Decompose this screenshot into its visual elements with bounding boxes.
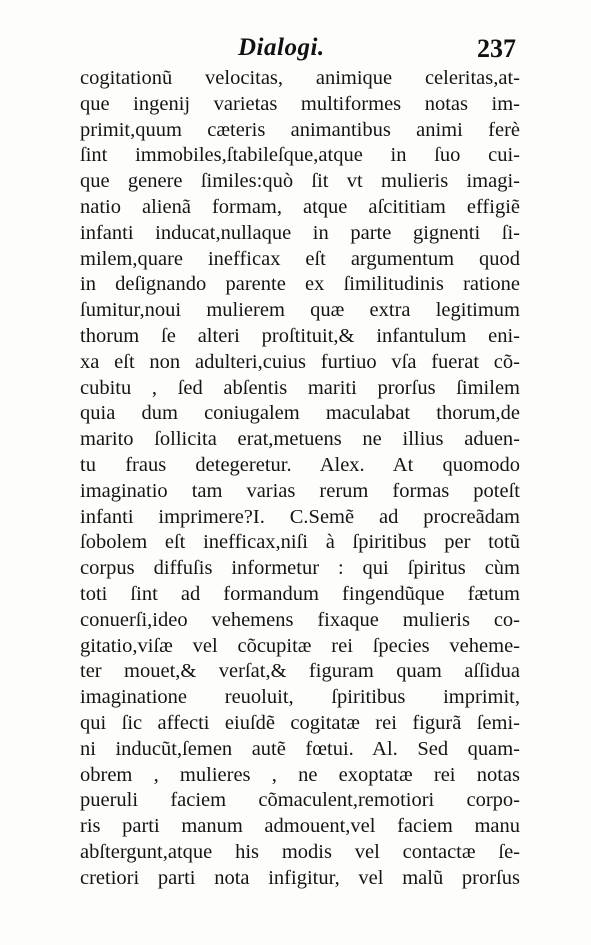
text-line: primit,quum cæteris animantibus animi ferè (80, 118, 520, 141)
text-line: quia dum coniugalem maculabat thorum,de (80, 402, 520, 425)
page-header (80, 34, 520, 66)
text-line: que genere ſimiles:quò ſit vt mulieris imagi- (80, 170, 520, 193)
text-line: cogitationũ velocitas, animique celeritas,at- (80, 67, 520, 89)
text-line: toti ſint ad formandum fingendũque fætum (80, 582, 520, 605)
text-line: conuerſi,ideo vehemens fixaque mulieris co- (80, 608, 520, 631)
text-line: cubitu , ſed abſentis mariti prorſus ſimilem (80, 376, 520, 399)
text-line: infanti imprimere?I. C.Semẽ ad procreãdam (80, 505, 520, 528)
text-line: corpus diffuſis informetur : qui ſpiritus cùm (80, 557, 520, 580)
text-line: natio alienã formam, atque aſcititiam effigiẽ (80, 195, 520, 218)
text-line: ſint immobiles,ſtabileſque,atque in ſuo cui- (80, 144, 520, 167)
text-line: pueruli faciem cõmaculent,remotiori corpo- (80, 789, 520, 812)
text-line: marito ſollicita erat,metuens ne illius aduen- (80, 428, 520, 451)
text-line: cretiori parti nota infigitur, vel malũ prorſus (80, 866, 520, 889)
body-text (80, 66, 520, 892)
running-head: Dialogi. (238, 34, 325, 61)
text-line: ſumitur,noui mulierem quæ extra legitimum (80, 299, 520, 322)
text-line: gitatio,viſæ vel cõcupitæ rei ſpecies veheme- (80, 634, 520, 657)
text-line: in deſignando parente ex ſimilitudinis ratione (80, 273, 520, 296)
text-line: infanti inducat,nullaque in parte gignenti ſi- (80, 221, 520, 244)
text-line: xa eſt non adulteri,cuius furtiuo vſa fuerat cõ- (80, 350, 520, 373)
text-line: que ingenij varietas multiformes notas im- (80, 92, 520, 115)
text-line: ris parti manum admouent,vel faciem manu (80, 815, 520, 838)
text-line: milem,quare inefficax eſt argumentum quod (80, 247, 520, 270)
text-line: qui ſic affecti eiuſdẽ cogitatæ rei figurã ſemi- (80, 711, 520, 734)
text-line: ter mouet,& verſat,& figuram quam aſſidua (80, 660, 520, 683)
text-line: imaginatio tam varias rerum formas poteſt (80, 479, 520, 502)
page-number: 237 (477, 34, 516, 63)
text-line: obrem , mulieres , ne exoptatæ rei notas (80, 763, 520, 786)
text-line: imaginatione reuoluit, ſpiritibus imprimit, (80, 686, 520, 709)
text-line: ſobolem eſt inefficax,niſi à ſpiritibus per totũ (80, 531, 520, 554)
text-line: ni inducũt,ſemen autẽ fœtui. Al. Sed quam- (80, 737, 520, 760)
text-line: abſtergunt,atque his modis vel contactæ ſe- (80, 840, 520, 863)
text-line: thorum ſe alteri proſtituit,& infantulum eni- (80, 324, 520, 347)
text-line: tu fraus detegeretur. Alex. At quomodo (80, 453, 520, 476)
